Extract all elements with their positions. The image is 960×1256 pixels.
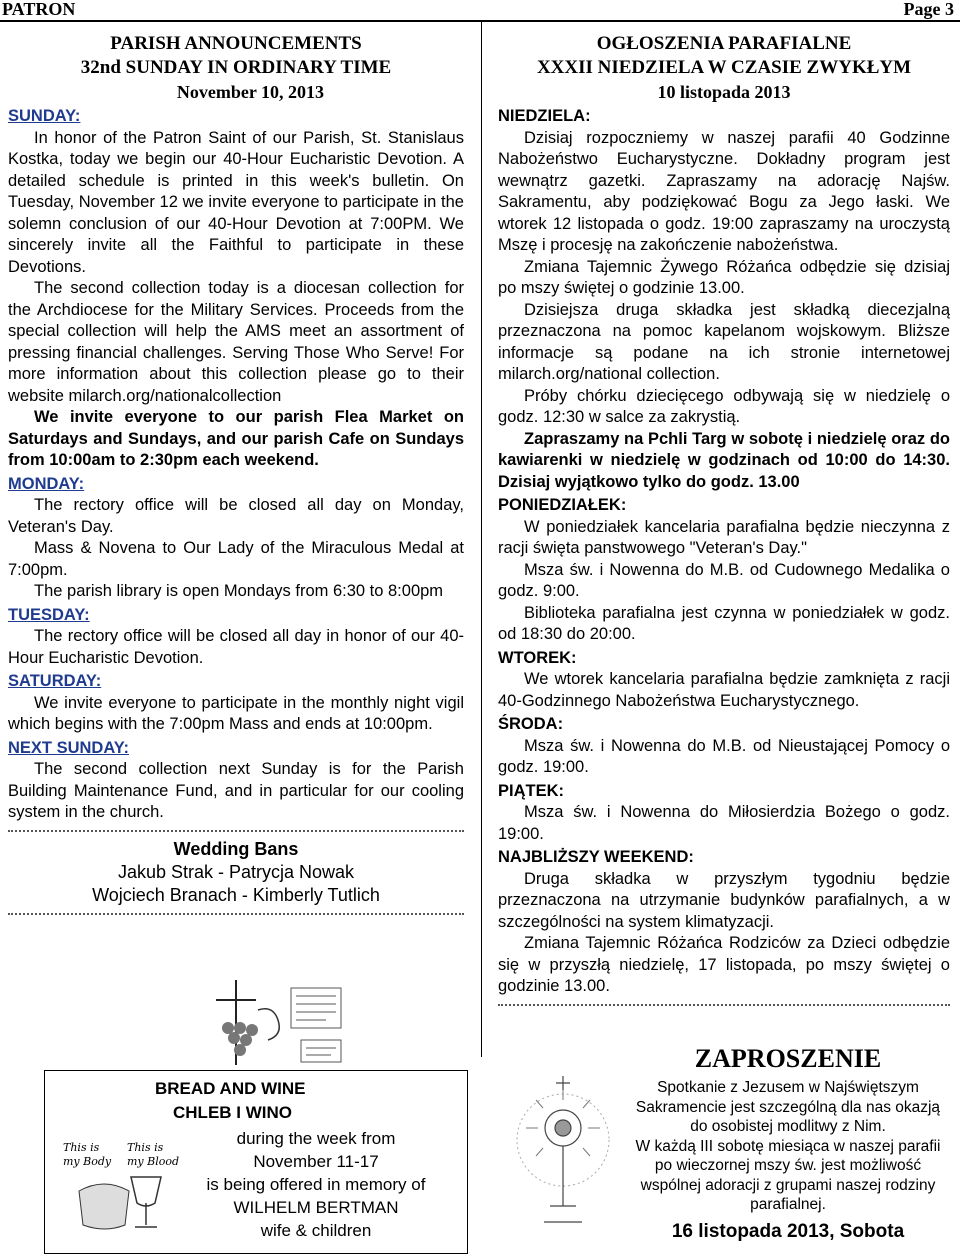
chleb-wino-title: CHLEB I WINO bbox=[173, 1103, 292, 1122]
cross-grapes-icon bbox=[196, 970, 366, 1070]
announcements-title: PARISH ANNOUNCEMENTS bbox=[110, 33, 362, 54]
wedding-bans-couple-2: Wojciech Branach - Kimberly Tutlich bbox=[92, 884, 380, 905]
tuesday-heading: TUESDAY: bbox=[8, 605, 90, 624]
bread-line-1: during the week from bbox=[236, 1129, 396, 1148]
wtorek-paragraph-1: We wtorek kancelaria parafialna będzie zamknięta z racji 40-Godzinnego Nabożeństwa Eucharystycznego. bbox=[498, 670, 950, 710]
this-is-my-body-label: This is bbox=[63, 1141, 100, 1154]
bread-line-5: wife & children bbox=[260, 1221, 372, 1240]
ogloszenia-title: OGŁOSZENIA PARAFIALNE bbox=[596, 33, 852, 54]
zaproszenie-date: 16 listopada 2013, Sobota bbox=[671, 1220, 905, 1242]
this-is-my-blood-label-2: my Blood bbox=[127, 1155, 179, 1168]
poniedzialek-paragraph-2: Msza św. i Nowenna do M.B. od Cudownego Medalika o godz. 9:00. bbox=[498, 560, 950, 600]
page-number: Page 3 bbox=[903, 0, 954, 19]
zaproszenie-section bbox=[628, 1044, 948, 1243]
separator-1 bbox=[8, 830, 464, 832]
sunday-heading: SUNDAY: bbox=[8, 107, 81, 125]
poniedzialek-paragraph-3: Biblioteka parafialna jest czynna w poniedziałek w godz. od 18:30 do 20:00. bbox=[498, 603, 950, 643]
separator-3 bbox=[498, 1004, 950, 1006]
separator-2 bbox=[8, 913, 464, 915]
english-announcements bbox=[8, 32, 464, 921]
bread-and-wine-box bbox=[44, 1070, 468, 1254]
bread-line-4: WILHELM BERTMAN bbox=[233, 1198, 399, 1217]
niedziela-paragraph-5: Zapraszamy na Pchli Targ w sobotę i niedzielę oraz do kawiarenki w niedzielę w godzinach od 10:00 do 14:30. Dzisiaj wyjątkowo tylko do godz. 13.00 bbox=[498, 429, 950, 491]
weekend-heading: NAJBLIŻSZY WEEKEND: bbox=[498, 848, 694, 866]
sroda-heading: ŚRODA: bbox=[498, 715, 564, 733]
bread-wine-title: BREAD AND WINE bbox=[155, 1079, 306, 1098]
page-header bbox=[0, 0, 960, 22]
niedziela-title: XXXII NIEDZIELA W CZASIE ZWYKŁYM bbox=[536, 57, 912, 78]
wedding-bans bbox=[8, 838, 464, 907]
poniedzialek-heading: PONIEDZIAŁEK: bbox=[498, 496, 627, 514]
column-divider bbox=[481, 22, 482, 1057]
header-title: PATRON bbox=[2, 0, 76, 19]
this-is-my-body-label-2: my Body bbox=[63, 1155, 112, 1168]
wedding-bans-couple-1: Jakub Strak - Patrycja Nowak bbox=[117, 861, 355, 882]
wtorek-heading: WTOREK: bbox=[498, 648, 577, 667]
monday-paragraph-1: The rectory office will be closed all day on Monday, Veteran's Day. bbox=[8, 496, 464, 536]
zaproszenie-body-1: Spotkanie z Jezusem w Najświętszym Sakramencie jest szczególną dla nas okazją do osobistej modlitwy z Nim. bbox=[635, 1079, 941, 1135]
ogloszenia-date: 10 listopada 2013 bbox=[657, 82, 791, 102]
announcements-date: November 10, 2013 bbox=[176, 82, 324, 102]
next-sunday-paragraph-1: The second collection next Sunday is for the Parish Building Maintenance Fund, and in particular for our cooling system in the church. bbox=[8, 760, 464, 821]
sunday-paragraph-1: In honor of the Patron Saint of our Parish, St. Stanislaus Kostka, today we begin our 40-Hour Eucharistic Devotion. A detailed schedule is printed in this week's bulletin. On Tuesday, November 12 we invite everyone to participate in the solemn conclusion of our 40-Hour Devotion at 7:00PM. We sincerely invite all the Faithful to participate in these Devotions. bbox=[8, 128, 464, 276]
poniedzialek-paragraph-1: W poniedziałek kancelaria parafialna będzie nieczynna z racji święta panstwowego "Veteran's Day." bbox=[498, 517, 950, 557]
next-sunday-heading: NEXT SUNDAY: bbox=[8, 738, 130, 757]
saturday-heading: SATURDAY: bbox=[8, 672, 102, 690]
niedziela-heading: NIEDZIELA: bbox=[498, 107, 591, 125]
piatek-paragraph-1: Msza św. i Nowenna do Miłosierdzia Bożego o godz. 19:00. bbox=[498, 803, 950, 843]
polish-announcements bbox=[498, 32, 950, 1012]
niedziela-paragraph-2: Zmiana Tajemnic Żywego Różańca odbędzie się dzisiaj po mszy świętej o godzinie 13.00. bbox=[498, 257, 950, 297]
piatek-heading: PIĄTEK: bbox=[498, 781, 564, 800]
this-is-my-blood-label: This is bbox=[127, 1141, 164, 1154]
niedziela-paragraph-1: Dzisiaj rozpoczniemy w naszej parafii 40 Godzinne Nabożeństwo Eucharystyczne. Dokładny program jest wewnątrz gazetki. Zapraszamy na adorację Najśw. Sakramentu, aby podziękować Bogu za Jego łaski. We wtorek 12 listopada o godz. 19:00 zapraszamy na uroczystą Mszę i procesję na zakończenie nabożeństwa. bbox=[498, 128, 950, 254]
bread-wine-text bbox=[191, 1127, 441, 1242]
niedziela-paragraph-4: Próby chórku dziecięcego odbywają się w niedzielę o godz. 12:30 w salce za zakrystią. bbox=[498, 386, 950, 426]
weekend-paragraph-1: Druga składka w przyszłym tygodniu będzie przeznaczona na utrzymanie budynków parafialnych, a w szczególności na system klimatyzacji. bbox=[498, 869, 950, 931]
sunday-paragraph-2: The second collection today is a diocesan collection for the Archdiocese for the Military Services. Proceeds from the special collection will help the AMS meet an assortment of pressing financial challenges. Serving Those Who Serve! For more information about this collection please go to their website milarch.org/nationalcollection bbox=[8, 279, 464, 405]
sroda-paragraph-1: Msza św. i Nowenna do M.B. od Nieustającej Pomocy o godz. 19:00. bbox=[498, 736, 950, 776]
zaproszenie-title: ZAPROSZENIE bbox=[694, 1044, 882, 1073]
monday-heading: MONDAY: bbox=[8, 474, 85, 493]
niedziela-paragraph-3: Dzisiejsza druga składka jest składką diecezjalną przeznaczona na pomoc kapelanom wojskowym. Bliższe informacje są podane na ich stronie internetowej milarch.org/national collection. bbox=[498, 300, 950, 383]
weekend-paragraph-2: Zmiana Tajemnic Różańca Rodziców za Dzieci odbędzie się w przyszłą niedzielę, 17 listopada, po mszy świętej o godzinie 13.00. bbox=[498, 934, 950, 995]
saturday-paragraph-1: We invite everyone to participate in the monthly night vigil which begins with the 7:00pm Mass and ends at 10:00pm. bbox=[8, 693, 464, 733]
monstrance-icon bbox=[508, 1070, 618, 1250]
bread-line-2: November 11-17 bbox=[253, 1152, 379, 1171]
bread-line-3: is being offered in memory of bbox=[206, 1175, 426, 1194]
sunday-title: 32nd SUNDAY IN ORDINARY TIME bbox=[80, 57, 392, 78]
monday-paragraph-3: The parish library is open Mondays from 6:30 to 8:00pm bbox=[34, 582, 444, 600]
monday-paragraph-2: Mass & Novena to Our Lady of the Miraculous Medal at 7:00pm. bbox=[8, 539, 464, 579]
bread-wine-icon bbox=[59, 1121, 179, 1241]
sunday-paragraph-3: We invite everyone to our parish Flea Market on Saturdays and Sundays, and our parish Cafe on Sundays from 10:00am to 2:30pm each weekend. bbox=[8, 408, 464, 469]
wedding-bans-title: Wedding Bans bbox=[173, 838, 299, 859]
zaproszenie-body-2: W każdą III sobotę miesiąca w naszej parafii po wieczornej mszy św. jest możliwość wspólnej adoracji z grupami naszej rodziny parafialnej. bbox=[635, 1137, 941, 1213]
tuesday-paragraph-1: The rectory office will be closed all day in honor of our 40-Hour Eucharistic Devotion. bbox=[8, 627, 464, 667]
